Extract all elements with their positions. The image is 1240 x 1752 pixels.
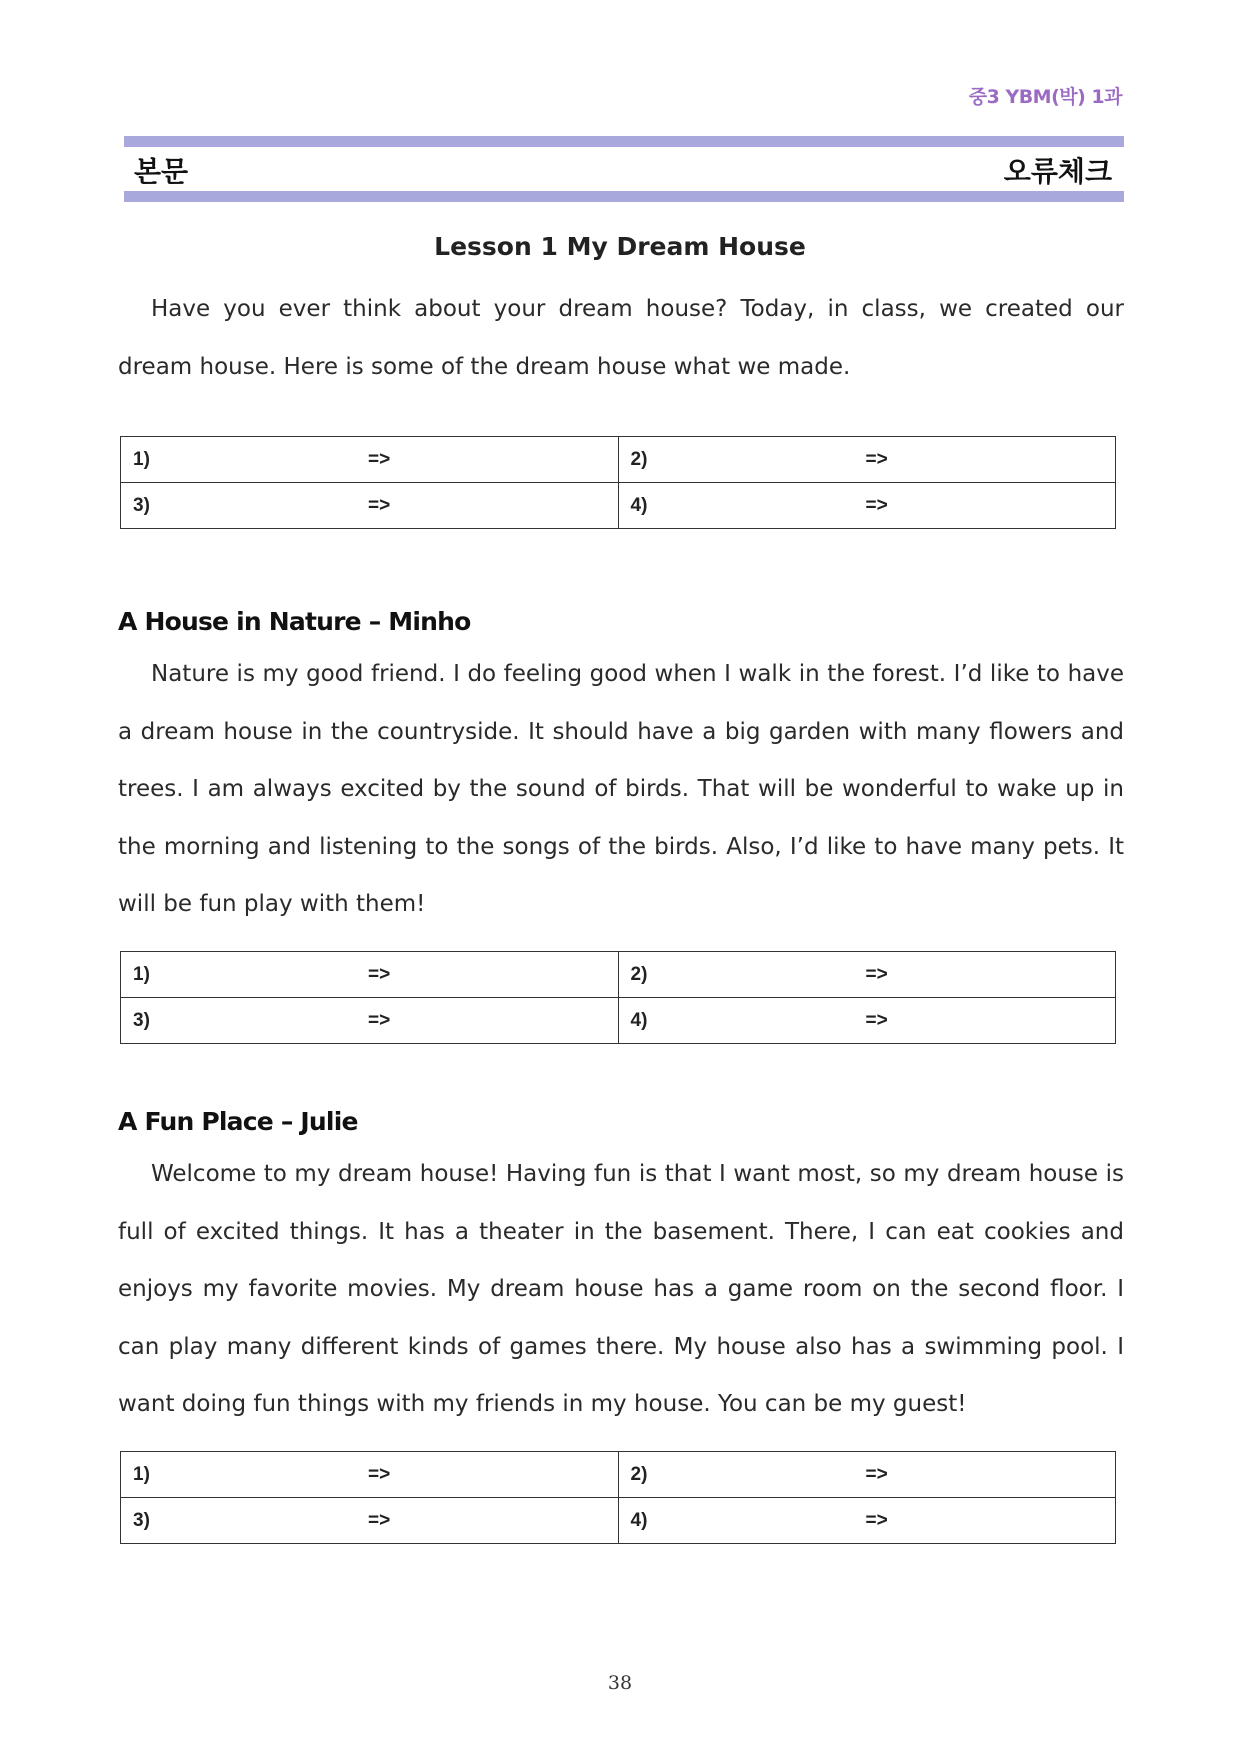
intro-paragraph: Have you ever think about your dream house? Today, in class, we created our dream house. Here is some of the dream house what we made. <box>118 296 1124 380</box>
arrow-label: => <box>368 1010 391 1031</box>
page-number: 38 <box>607 1672 633 1694</box>
item-number: 3) <box>133 495 150 516</box>
error-check-table-intro <box>120 436 1116 529</box>
header-subtitle: 오류체크 <box>1003 155 1112 188</box>
table-row <box>121 1498 1116 1544</box>
arrow-label: => <box>368 964 391 985</box>
section-paragraph-minho: Nature is my good friend. I do feeling good when I walk in the forest. I’d like to have a dream house in the countryside. It should have a big garden with many flowers and trees. I am always excited by the sound of birds. That will be wonderful to wake up in the morning and listening to the songs of the birds. Also, I’d like to have many pets. It will be fun play with them! <box>118 661 1124 917</box>
error-check-table-minho <box>120 951 1116 1044</box>
section-heading-julie: A Fun Place – Julie <box>118 1107 358 1136</box>
check-cell[interactable] <box>618 998 1116 1044</box>
section-heading-minho: A House in Nature – Minho <box>118 607 471 636</box>
item-number: 4) <box>630 1010 648 1031</box>
check-cell[interactable] <box>618 952 1116 998</box>
item-number: 2) <box>630 964 648 985</box>
table-row <box>121 1452 1116 1498</box>
table-row <box>121 998 1116 1044</box>
item-number: 2) <box>630 449 648 470</box>
arrow-label: => <box>865 1510 888 1531</box>
item-number: 3) <box>133 1010 150 1031</box>
check-cell[interactable] <box>618 483 1116 529</box>
header-band-top <box>124 136 1124 147</box>
lesson-title: Lesson 1 My Dream House <box>434 232 806 261</box>
arrow-label: => <box>865 1010 888 1031</box>
table-row <box>121 952 1116 998</box>
header-band-bottom <box>124 191 1124 202</box>
arrow-label: => <box>368 1464 391 1485</box>
table-row <box>121 437 1116 483</box>
arrow-label: => <box>865 495 888 516</box>
check-cell[interactable] <box>121 952 619 998</box>
item-number: 4) <box>630 495 648 516</box>
item-number: 4) <box>630 1510 648 1531</box>
error-check-table-julie <box>120 1451 1116 1544</box>
check-cell[interactable] <box>121 437 619 483</box>
item-number: 1) <box>133 1464 150 1485</box>
check-cell[interactable] <box>121 998 619 1044</box>
check-cell[interactable] <box>618 1452 1116 1498</box>
course-label: 중3 YBM(박) 1과 <box>968 86 1122 108</box>
item-number: 3) <box>133 1510 150 1531</box>
arrow-label: => <box>368 449 391 470</box>
item-number: 1) <box>133 964 150 985</box>
arrow-label: => <box>368 1510 391 1531</box>
check-cell[interactable] <box>618 437 1116 483</box>
arrow-label: => <box>865 964 888 985</box>
section-paragraph-julie: Welcome to my dream house! Having fun is that I want most, so my dream house is full of excited things. It has a theater in the basement. There, I can eat cookies and enjoys my favorite movies. My dream house has a game room on the second floor. I can play many different kinds of games there. My house also has a swimming pool. I want doing fun things with my friends in my house. You can be my guest! <box>118 1161 1124 1417</box>
arrow-label: => <box>865 449 888 470</box>
arrow-label: => <box>865 1464 888 1485</box>
item-number: 1) <box>133 449 150 470</box>
table-row <box>121 483 1116 529</box>
check-cell[interactable] <box>121 1452 619 1498</box>
check-cell[interactable] <box>618 1498 1116 1544</box>
header-title: 본문 <box>134 155 189 188</box>
check-cell[interactable] <box>121 483 619 529</box>
item-number: 2) <box>630 1464 648 1485</box>
arrow-label: => <box>368 495 391 516</box>
check-cell[interactable] <box>121 1498 619 1544</box>
